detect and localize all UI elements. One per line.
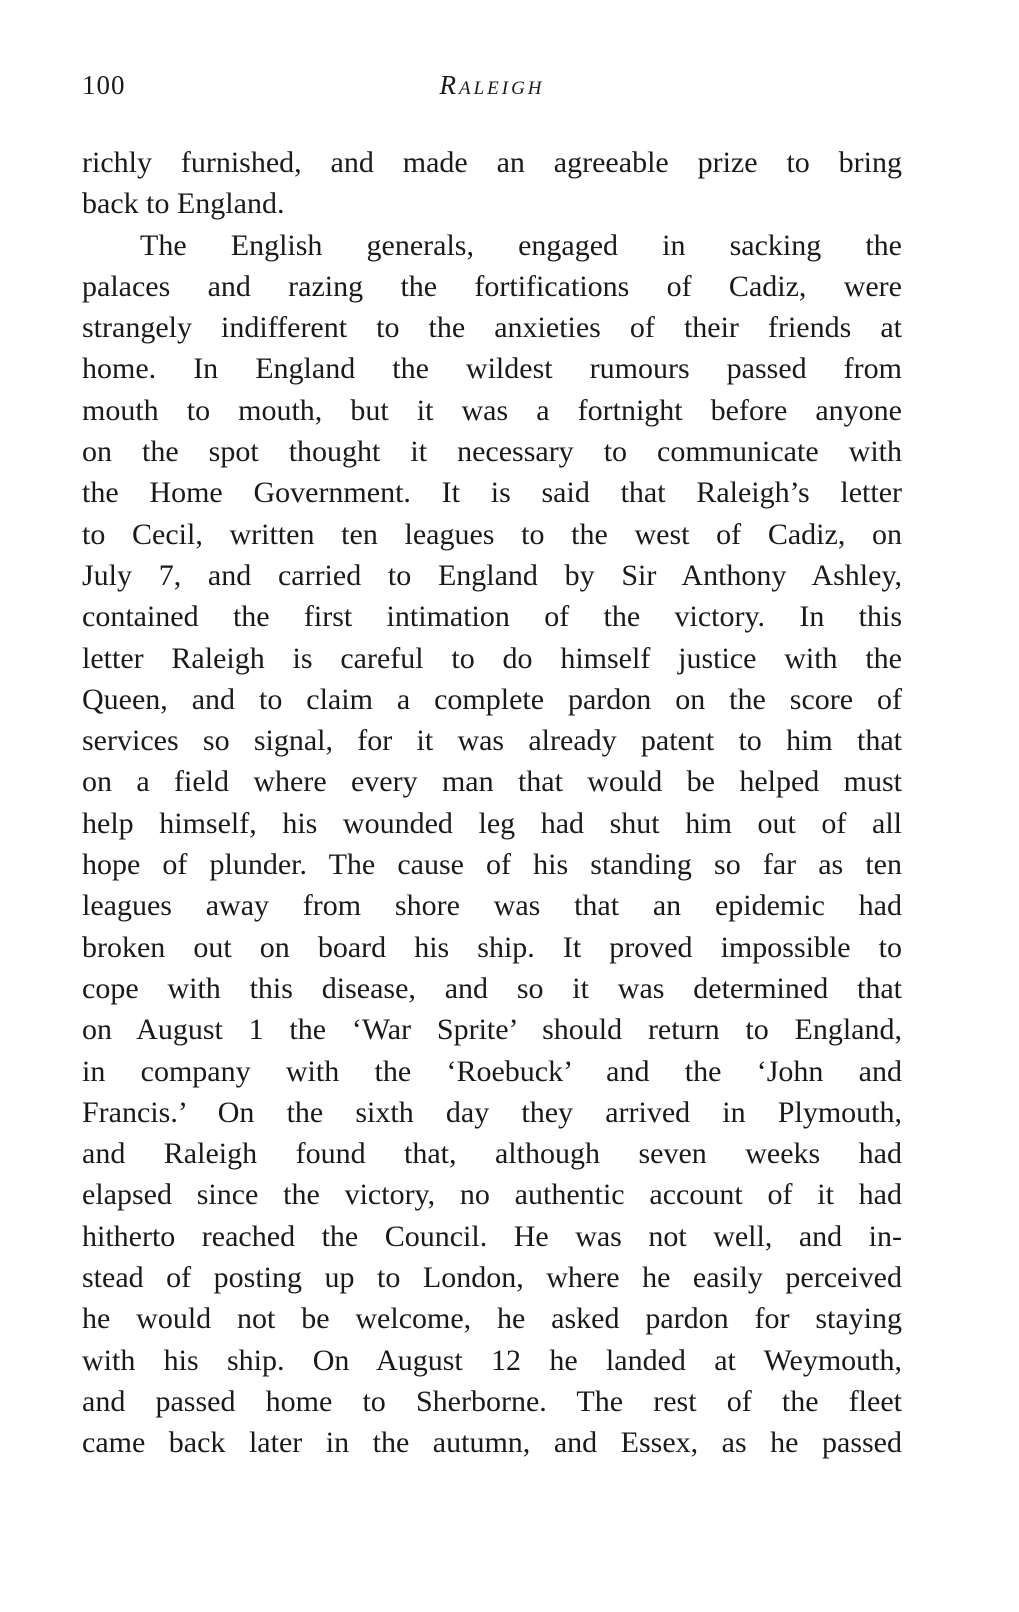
text-line: palaces and razing the fortifications of Cadiz, were <box>82 269 902 303</box>
text-line: on the spot thought it necessary to communicate with <box>82 435 902 469</box>
text-line: in company with the ‘Roebuck’ and the ‘John and <box>82 1054 902 1088</box>
text-line: strangely indifferent to the anxieties of their friends at <box>82 311 902 345</box>
text-line: help himself, his wounded leg had shut him out of all <box>82 806 902 840</box>
text-line: Queen, and to claim a complete pardon on the score of <box>82 682 902 716</box>
page-number: 100 <box>82 70 126 100</box>
page-header <box>82 70 902 110</box>
text-line: on August 1 the ‘War Sprite’ should return to England, <box>82 1013 902 1047</box>
text-line: and passed home to Sherborne. The rest of the fleet <box>82 1384 902 1418</box>
text-line: The English generals, engaged in sacking the <box>140 228 902 262</box>
text-line: contained the first intimation of the victory. In this <box>82 600 902 634</box>
text-line: with his ship. On August 12 he landed at Weymouth, <box>82 1343 902 1377</box>
text-line: he would not be welcome, he asked pardon for staying <box>82 1302 902 1336</box>
running-title: Raleigh <box>439 70 545 100</box>
text-line: home. In England the wildest rumours passed from <box>82 352 902 386</box>
text-line: letter Raleigh is careful to do himself justice with the <box>82 641 902 675</box>
text-line: mouth to mouth, but it was a fortnight before anyone <box>82 393 902 427</box>
text-line: hope of plunder. The cause of his standing so far as ten <box>82 848 902 882</box>
text-line: richly furnished, and made an agreeable prize to bring <box>82 146 902 179</box>
text-line: the Home Government. It is said that Raleigh’s letter <box>82 476 902 510</box>
text-line: services so signal, for it was already patent to him that <box>82 724 902 758</box>
text-line: hitherto reached the Council. He was not well, and in- <box>82 1219 902 1253</box>
text-line: leagues away from shore was that an epidemic had <box>82 889 902 923</box>
text-line: July 7, and carried to England by Sir Anthony Ashley, <box>82 558 902 592</box>
text-line: stead of posting up to London, where he easily perceived <box>82 1261 902 1295</box>
text-line: came back later in the autumn, and Essex, as he passed <box>82 1426 902 1460</box>
text-line: to Cecil, written ten leagues to the west of Cadiz, on <box>82 517 902 551</box>
text-line: back to England. <box>82 187 285 221</box>
body-text <box>82 142 902 1464</box>
text-line: broken out on board his ship. It proved impossible to <box>82 930 902 964</box>
text-line: and Raleigh found that, although seven weeks had <box>82 1137 902 1171</box>
text-line: cope with this disease, and so it was determined that <box>82 971 902 1005</box>
text-line: Francis.’ On the sixth day they arrived in Plymouth, <box>82 1095 902 1129</box>
text-line: elapsed since the victory, no authentic account of it had <box>82 1178 902 1212</box>
text-line: on a field where every man that would be helped must <box>82 765 902 799</box>
